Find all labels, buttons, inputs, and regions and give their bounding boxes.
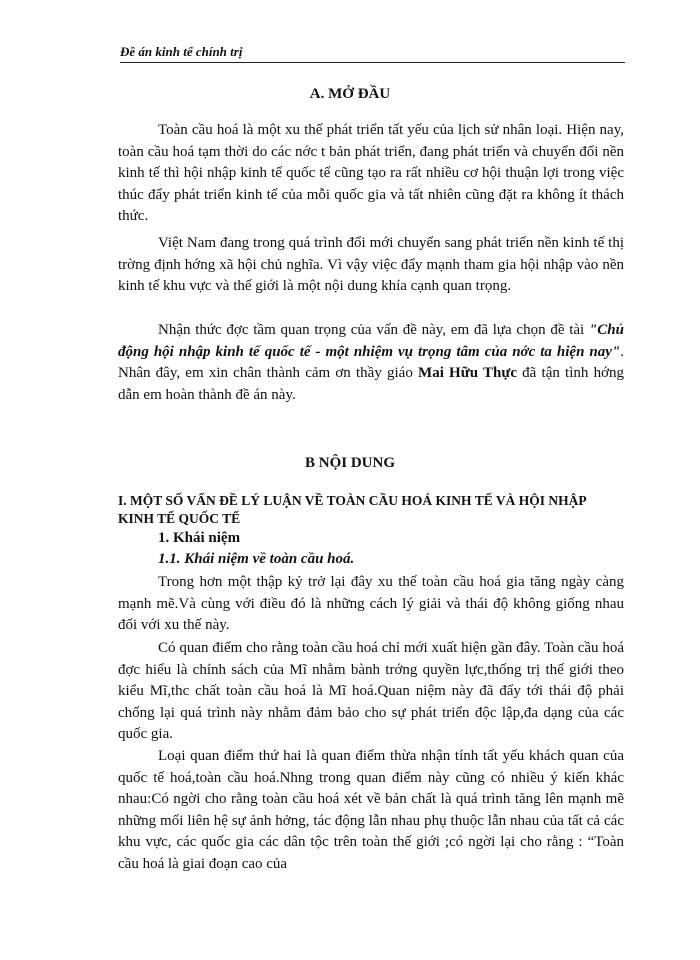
thesis-title: "Chủ động hội nhập kinh tế quốc tế - một nhiệm vụ trọng tâm của nớc ta hiện nay": [118, 322, 624, 360]
page-header: [120, 40, 625, 63]
teacher-name: Mai Hữu Thực: [418, 365, 517, 382]
intro-paragraph-3: [118, 320, 624, 406]
intro-paragraph-1: Toàn cầu hoá là một xu thế phát triển tất yếu của lịch sử nhân loại. Hiện nay, toàn cầu hoá tạm thời do các nớc t bản phát triển, đang phát triển và chuyển đổi nền kinh tế thì hội nhập kinh tế quốc tế cũng tạo ra rất nhiều cơ hội thuận lợi trong việc thúc đẩy phát triển kinh tế của mỗi quốc gia và tất nhiên cũng đặt ra không ít thách thức.: [118, 122, 624, 225]
header-title: Đề án kinh tế chính trị: [120, 44, 243, 59]
section-a-title: A. MỞ ĐẦU: [309, 86, 391, 102]
heading-1: 1. Khái niệm: [158, 530, 241, 546]
intro-p3-text-c: đã tận tình hớng dẫn em hoàn thành đề án này.: [118, 365, 624, 403]
section-b-title: B NỘI DUNG: [304, 455, 395, 471]
heading-1-1: 1.1. Khái niệm về toàn cầu hoá.: [158, 551, 355, 567]
part-1-title: I. MỘT SỐ VẤN ĐỀ LÝ LUẬN VỀ TOÀN CẦU HOÁ KINH TẾ VÀ HỘI NHẬP KINH TẾ QUỐC TẾ: [118, 493, 586, 526]
body-paragraph-2: Có quan điểm cho rằng toàn cầu hoá chỉ mới xuất hiện gần đây. Toàn cầu hoá đợc hiểu là chính sách của Mĩ nhằm bành trớng quyền lực,thống trị thế giới theo kiểu Mĩ,thc chất toàn cầu hoá là Mĩ hoá.Quan niệm này đã đẩy tới thái độ phải chống lại quá trình này nhằm đảm bảo cho sự phát triển độc lập,đa dạng của các quốc gia.: [118, 640, 624, 743]
intro-p3-text-b: . Nhân đây, em xin chân thành cảm ơn thầy giáo: [118, 343, 624, 382]
intro-paragraph-2: Việt Nam đang trong quá trình đổi mới chuyển sang phát triển nền kinh tế thị trờng định hớng xã hội chủ nghĩa. Vì vậy việc đẩy mạnh tham gia hội nhập vào nền kinh tế khu vực và thế giới là một nội dung khía cạnh quan trọng.: [118, 235, 624, 295]
body-paragraph-3: Loại quan điểm thứ hai là quan điểm thừa nhận tính tất yếu khách quan của quốc tế hoá,toàn cầu hoá.Nhng trong quan điểm này cũng có nhiều ý kiến khác nhau:Có ngời cho rằng toàn cầu hoá xét về bản chất là quá trình tăng lên mạnh mẽ những mối liên hệ sự ảnh hởng, tác động lẫn nhau phụ thuộc lẫn nhau của tất cả các khu vực, các quốc gia các dân tộc trên toàn thế giới ;có ngời lại cho rằng : “Toàn cầu hoá là giai đoạn cao của: [118, 748, 624, 872]
intro-p3-text-a: Nhận thức đợc tầm quan trọng của vấn đề này, em đã lựa chọn đề tài: [158, 322, 589, 338]
body-paragraph-1: Trong hơn một thập kỷ trở lại đây xu thế toàn cầu hoá gia tăng ngày càng mạnh mẽ.Và cùng với điều đó là những cách lý giải và thái độ không giống nhau đối với xu thế này.: [118, 574, 624, 634]
